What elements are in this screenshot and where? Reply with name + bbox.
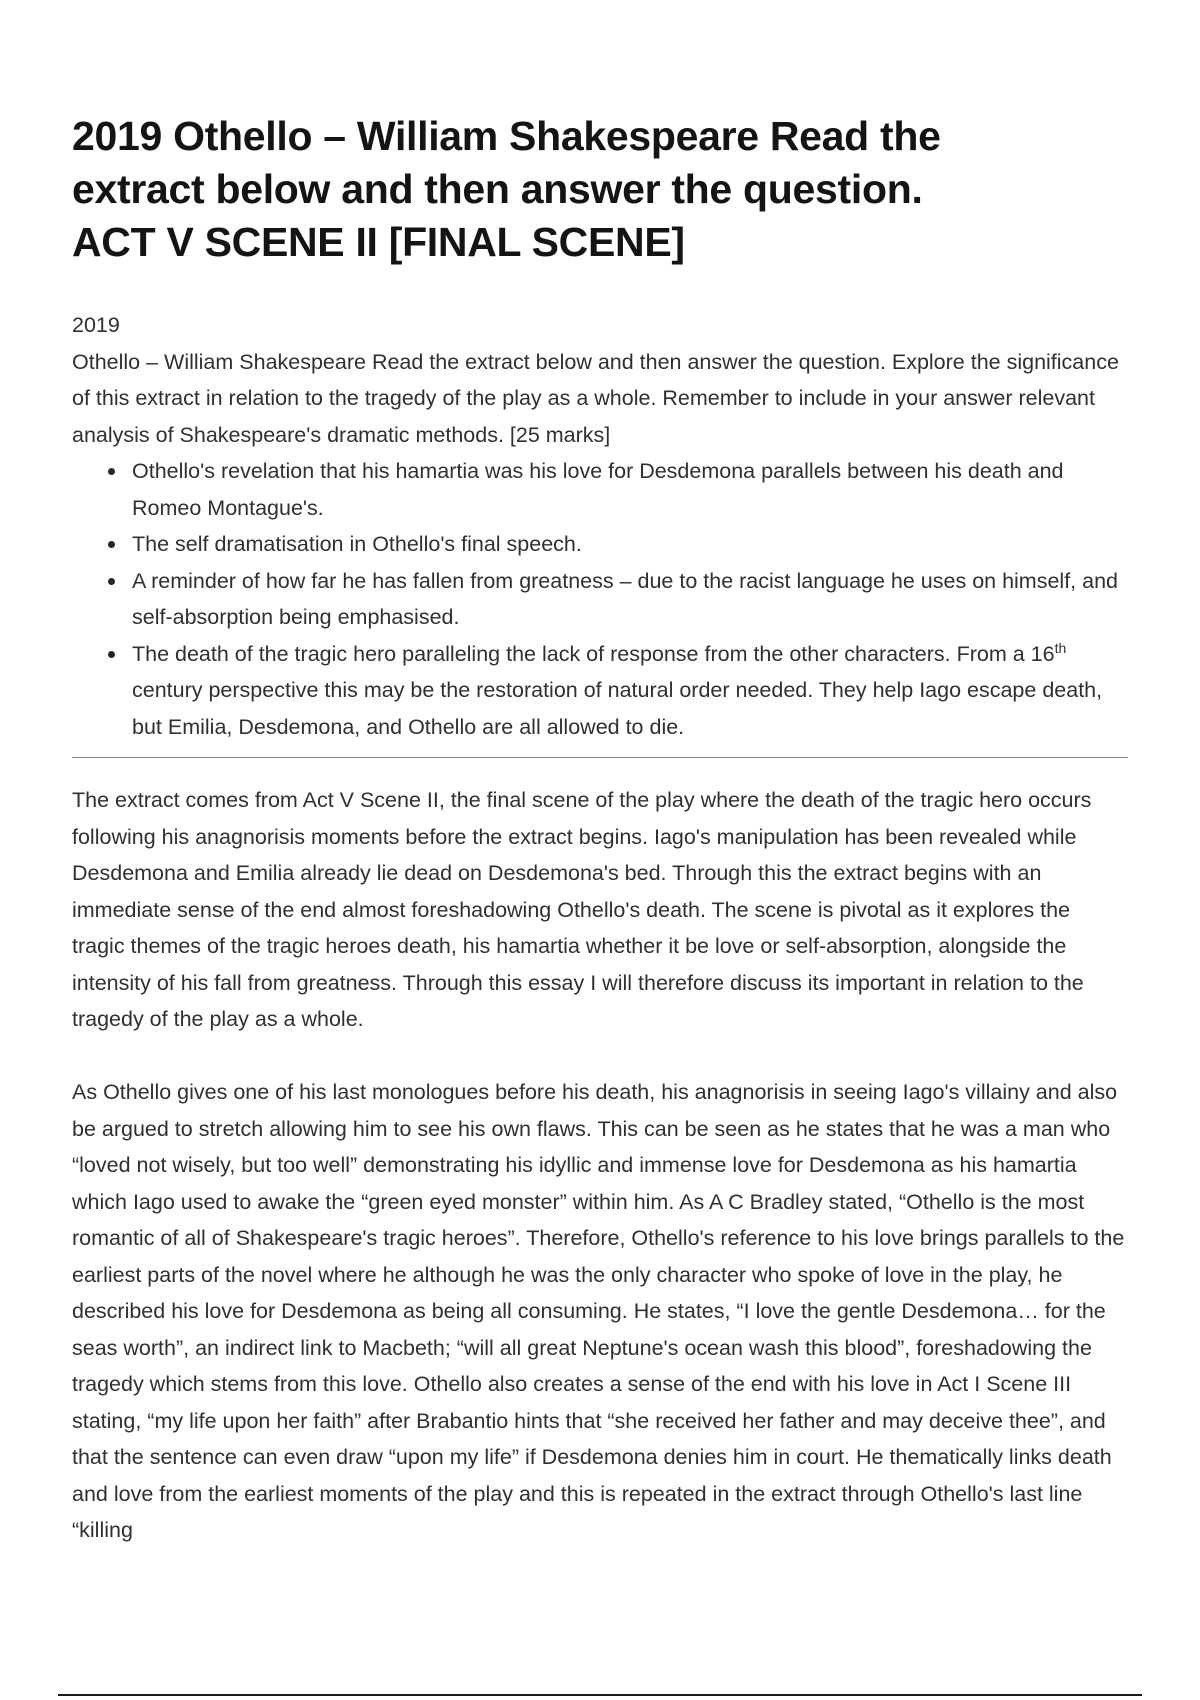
- essay-body: [72, 782, 1128, 1549]
- ordinal-suffix: th: [1054, 639, 1067, 656]
- document-page: [72, 110, 1128, 1585]
- essay-paragraph: The extract comes from Act V Scene II, the final scene of the play where the death of the tragic hero occurs following his anagnorisis moments before the extract begins. Iago's manipulation has been revealed while Desdemona and Emilia already lie dead on Desdemona's bed. Through this the extract begins with an immediate sense of the end almost foreshadowing Othello's death. The scene is pivotal as it explores the tragic themes of the tragic heroes death, his hamartia whether it be love or self-absorption, alongside the intensity of his fall from greatness. Through this essay I will therefore discuss its important in relation to the tragedy of the play as a whole.: [72, 788, 1092, 1031]
- title-line-3: ACT V SCENE II [FINAL SCENE]: [72, 219, 685, 265]
- key-point: The self dramatisation in Othello's final speech.: [132, 526, 1128, 563]
- key-point-text: century perspective this may be the restoration of natural order needed. They help Iago escape death, but Emilia, Desdemona, and Othello are all allowed to die.: [132, 678, 1103, 739]
- question-block: [72, 307, 1128, 745]
- essay-paragraph: As Othello gives one of his last monologues before his death, his anagnorisis in seeing Iago's villainy and also be argued to stretch allowing him to see his own flaws. This can be seen as he states that he was a man who “loved not wisely, but too well” demonstrating his idyllic and immense love for Desdemona as his hamartia which Iago used to awake the “green eyed monster” within him. As A C Bradley stated, “Othello is the most romantic of all of Shakespeare's tragic heroes”. Therefore, Othello's reference to his love brings parallels to the earliest parts of the novel where he although he was the only character who spoke of love in the play, he described his love for Desdemona as being all consuming. He states, “I love the gentle Desdemona… for the seas worth”, an indirect link to Macbeth; “will all great Neptune's ocean wash this blood”, foreshadowing the tragedy which stems from this love. Othello also creates a sense of the end with his love in Act I Scene III stating, “my life upon her faith” after Brabantio hints that “she received her father and may deceive thee”, and that the sentence can even draw “upon my life” if Desdemona denies him in court. He thematically links death and love from the earliest moments of the play and this is repeated in the extract through Othello's last line “killing: [72, 1080, 1125, 1542]
- key-point: [132, 636, 1128, 746]
- question-year: 2019: [72, 313, 120, 337]
- page-bottom-rule: [58, 1694, 1142, 1696]
- section-divider: [72, 757, 1128, 758]
- key-point: Othello's revelation that his hamartia was his love for Desdemona parallels between his death and Romeo Montague's.: [132, 453, 1128, 526]
- page-title: [72, 110, 1128, 269]
- key-point: A reminder of how far he has fallen from greatness – due to the racist language he uses on himself, and self-absorption being emphasised.: [132, 563, 1128, 636]
- question-prompt: Othello – William Shakespeare Read the extract below and then answer the question. Explore the significance of this extract in relation to the tragedy of the play as a whole. Remember to include in your answer relevant analysis of Shakespeare's dramatic methods. [25 marks]: [72, 349, 1119, 447]
- key-points-list: [72, 453, 1128, 745]
- title-line-1: 2019 Othello – William Shakespeare Read the: [72, 113, 941, 159]
- key-point-text: The death of the tragic hero paralleling the lack of response from the other characters. From a 16: [132, 641, 1055, 666]
- title-line-2: extract below and then answer the question.: [72, 166, 923, 212]
